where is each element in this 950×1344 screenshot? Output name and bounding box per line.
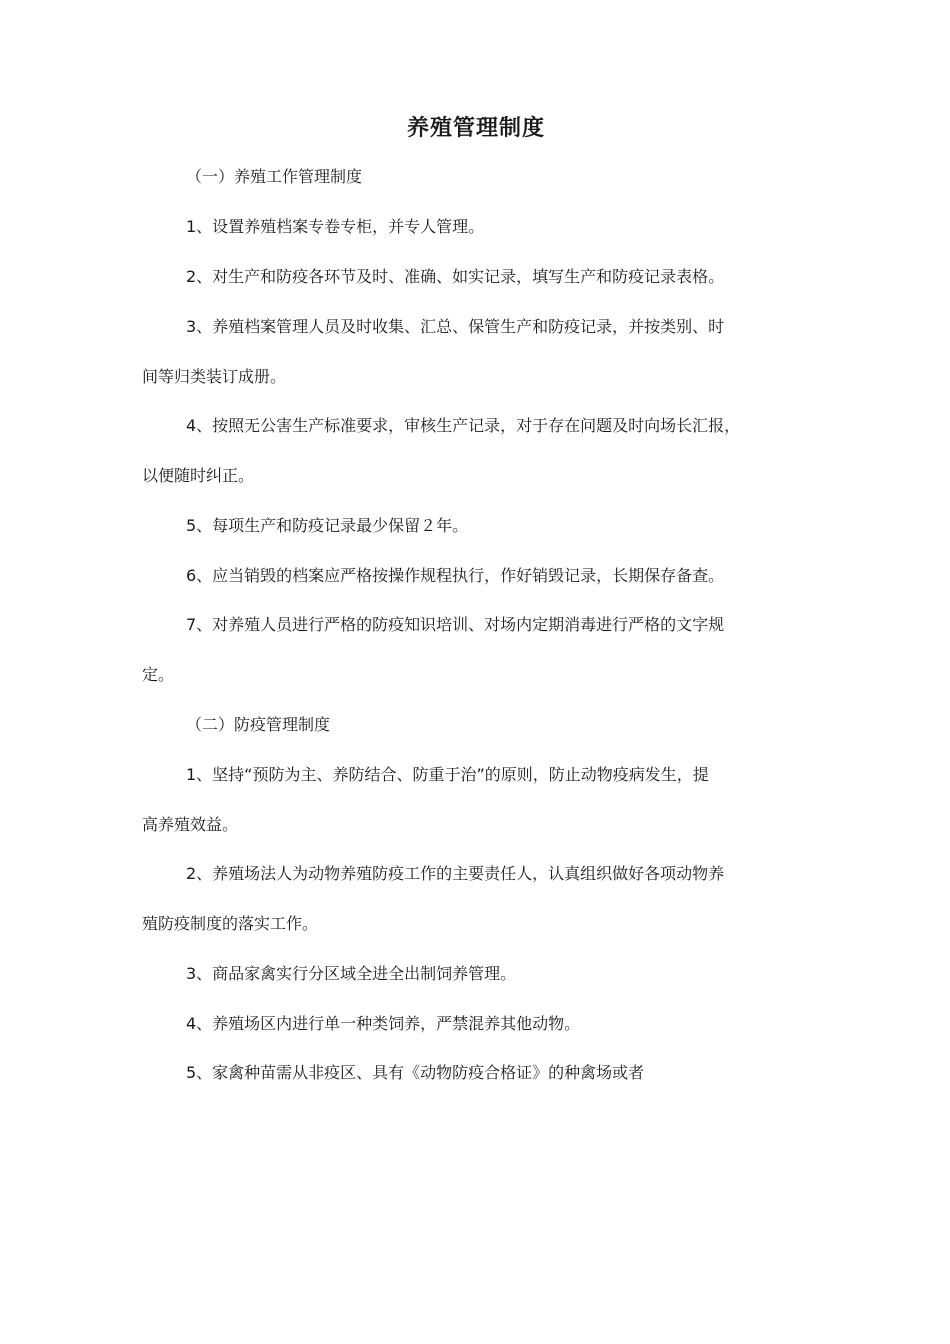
prevention-item-1-line-2: 高养殖效益。: [142, 815, 239, 834]
work-item-4-line-1: 4、按照无公害生产标准要求，审核生产记录，对于存在问题及时向场长汇报，: [186, 416, 741, 435]
work-item-6: 6、应当销毁的档案应严格按操作规程执行，作好销毁记录，长期保存备查。: [186, 566, 725, 585]
work-item-2: 2、对生产和防疫各环节及时、准确、如实记录，填写生产和防疫记录表格。: [186, 267, 725, 286]
prevention-item-1-line-1: 1、坚持“预防为主、养防结合、防重于治”的原则，防止动物疫病发生，提: [186, 765, 709, 784]
work-item-4-line-2: 以便随时纠正。: [142, 466, 255, 485]
prevention-item-2-line-1: 2、养殖场法人为动物养殖防疫工作的主要责任人，认真组织做好各项动物养: [186, 864, 725, 883]
prevention-item-2-line-2: 殖防疫制度的落实工作。: [142, 914, 319, 933]
prevention-item-3: 3、商品家禽实行分区域全进全出制饲养管理。: [186, 964, 517, 983]
prevention-item-5: 5、家禽种苗需从非疫区、具有《动物防疫合格证》的种禽场或者: [186, 1063, 645, 1082]
work-item-1: 1、设置养殖档案专卷专柜，并专人管理。: [186, 217, 485, 236]
document-title: 养殖管理制度: [406, 116, 545, 141]
work-item-7-line-2: 定。: [142, 665, 175, 684]
work-item-5: 5、每项生产和防疫记录最少保留２年。: [186, 516, 469, 535]
work-item-7-line-1: 7、对养殖人员进行严格的防疫知识培训、对场内定期消毒进行严格的文字规: [186, 615, 725, 634]
prevention-item-4: 4、养殖场区内进行单一种类饲养，严禁混养其他动物。: [186, 1014, 581, 1033]
work-item-3-line-2: 间等归类装订成册。: [142, 367, 287, 386]
section-heading-work-management: （一）养殖工作管理制度: [186, 167, 363, 186]
section-heading-epidemic-prevention: （二）防疫管理制度: [186, 715, 331, 734]
work-item-3-line-1: 3、养殖档案管理人员及时收集、汇总、保管生产和防疫记录，并按类别、时: [186, 317, 725, 336]
